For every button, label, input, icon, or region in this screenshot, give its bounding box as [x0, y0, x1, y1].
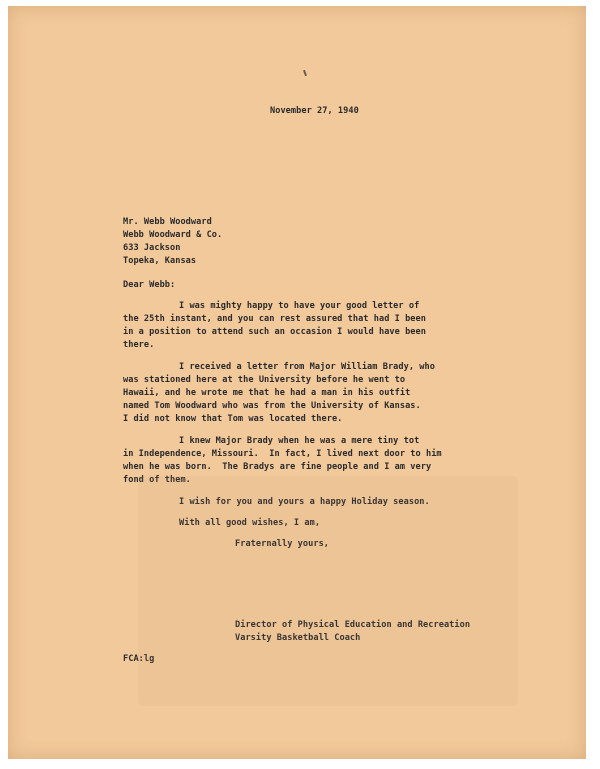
paragraph-3-line: fond of them.	[123, 475, 191, 485]
paragraph-2-line: I received a letter from Major William Brady, who	[179, 362, 435, 372]
recipient-street: 633 Jackson	[123, 243, 181, 253]
signature-title-line: Director of Physical Education and Recreation	[235, 620, 471, 630]
paragraph-1-line: I was mighty happy to have your good letter of	[179, 301, 420, 311]
paragraph-1-line: there.	[123, 340, 155, 350]
letter-page	[8, 6, 586, 759]
paragraph-1-line: in a position to attend such an occasion I would have been	[123, 327, 426, 337]
paper-mark	[303, 70, 307, 76]
letter-date: November 27, 1940	[270, 106, 359, 116]
paragraph-2-line: named Tom Woodward who was from the University of Kansas.	[123, 401, 421, 411]
paragraph-3-line: in Independence, Missouri. In fact, I lived next door to him	[123, 449, 442, 459]
recipient-city: Topeka, Kansas	[123, 256, 197, 266]
paragraph-3-line: when he was born. The Bradys are fine people and I am very	[123, 462, 432, 472]
signature-title-line: Varsity Basketball Coach	[235, 633, 361, 643]
paragraph-2-line: Hawaii, and he wrote me that he had a man in his outfit	[123, 388, 411, 398]
recipient-name: Mr. Webb Woodward	[123, 217, 212, 227]
typist-initials: FCA:lg	[123, 654, 155, 664]
paragraph-3-line: I knew Major Brady when he was a mere tiny tot	[179, 436, 420, 446]
paragraph-4: I wish for you and yours a happy Holiday season.	[179, 497, 430, 507]
paragraph-2-line: I did not know that Tom was located there.	[123, 414, 343, 424]
paragraph-5: With all good wishes, I am,	[179, 518, 321, 528]
paragraph-1-line: the 25th instant, and you can rest assured that had I been	[123, 314, 426, 324]
closing: Fraternally yours,	[235, 539, 330, 549]
paragraph-2-line: was stationed here at the University before he went to	[123, 375, 406, 385]
salutation: Dear Webb:	[123, 280, 176, 290]
recipient-company: Webb Woodward & Co.	[123, 230, 223, 240]
